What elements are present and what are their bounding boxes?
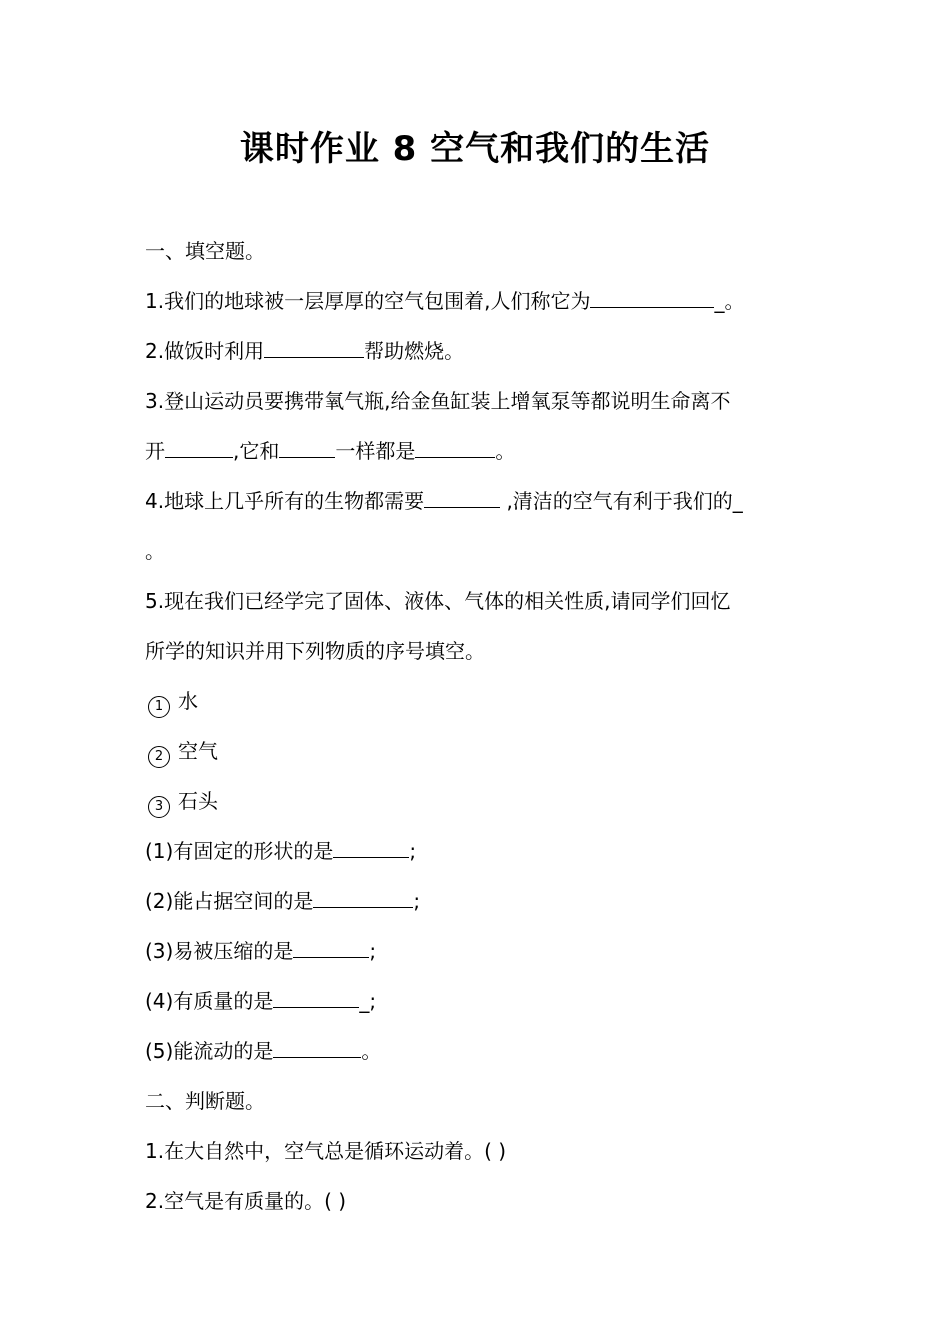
- fill-question-3-line2: [145, 436, 815, 466]
- answer-blank: [279, 437, 335, 458]
- answer-blank: [165, 437, 233, 458]
- answer-blank: [293, 937, 369, 958]
- answer-blank: [273, 987, 359, 1008]
- circled-number: 3: [148, 796, 170, 818]
- q3-text-c: 一样都是: [335, 439, 416, 463]
- q4-text-a: 4.地球上几乎所有的生物都需要: [145, 489, 425, 513]
- fill-question-4-line1: [145, 486, 815, 516]
- sub-question: [145, 886, 815, 916]
- q2-tail: 帮助燃烧。: [364, 339, 465, 363]
- sub-question-text: (5)能流动的是: [145, 1039, 274, 1063]
- circled-number: 1: [148, 696, 170, 718]
- judge-question-2: 2.空气是有质量的。( ): [145, 1189, 347, 1213]
- fill-question-2: [145, 336, 815, 366]
- q3-text-b: ,它和: [233, 439, 280, 463]
- sub-question-tail: ;: [413, 889, 421, 913]
- option-item: [145, 686, 815, 718]
- sub-question: [145, 836, 815, 866]
- fill-question-5-line1: 5.现在我们已经学完了固体、液体、气体的相关性质,请同学们回忆: [145, 589, 731, 613]
- q2-text: 2.做饭时利用: [145, 339, 265, 363]
- option-item: [145, 786, 815, 818]
- option-label: 水: [178, 689, 198, 713]
- sub-question-text: (2)能占据空间的是: [145, 889, 314, 913]
- sub-question-tail: ;: [409, 839, 417, 863]
- fill-question-1: [145, 286, 815, 316]
- judge-question-1: 1.在大自然中，空气总是循环运动着。( ): [145, 1139, 507, 1163]
- section1-heading: 一、填空题。: [145, 239, 265, 263]
- answer-blank: [264, 337, 364, 358]
- answer-blank: [415, 437, 495, 458]
- option-label: 石头: [178, 789, 218, 813]
- answer-blank: [424, 487, 500, 508]
- fill-question-4-line2: 。: [145, 539, 165, 563]
- sub-question: [145, 986, 815, 1016]
- sub-question-text: (4)有质量的是: [145, 989, 274, 1013]
- option-label: 空气: [178, 739, 218, 763]
- sub-question-tail: ;: [369, 939, 377, 963]
- sub-question-text: (3)易被压缩的是: [145, 939, 294, 963]
- fill-question-3-line1: 3.登山运动员要携带氧气瓶,给金鱼缸装上增氧泵等都说明生命离不: [145, 389, 731, 413]
- answer-blank: [313, 887, 413, 908]
- answer-blank: [590, 287, 714, 308]
- circled-number: 2: [148, 746, 170, 768]
- sub-question: [145, 936, 815, 966]
- answer-blank: [273, 1037, 361, 1058]
- q4-text-b: ,清洁的空气有利于我们的_: [500, 489, 743, 513]
- page-title: 课时作业 8 空气和我们的生活: [239, 129, 711, 169]
- sub-question-text: (1)有固定的形状的是: [145, 839, 334, 863]
- fill-question-5-line2: 所学的知识并用下列物质的序号填空。: [145, 639, 485, 663]
- sub-question-tail: _;: [359, 989, 377, 1013]
- sub-question: [145, 1036, 815, 1066]
- q3-text-a: 开: [145, 439, 165, 463]
- q1-text: 1.我们的地球被一层厚厚的空气包围着,人们称它为: [145, 289, 591, 313]
- q3-text-d: 。: [495, 439, 516, 463]
- q1-tail: _。: [714, 289, 745, 313]
- section2-heading: 二、判断题。: [145, 1089, 265, 1113]
- answer-blank: [333, 837, 409, 858]
- option-item: [145, 736, 815, 768]
- sub-question-tail: 。: [361, 1039, 382, 1063]
